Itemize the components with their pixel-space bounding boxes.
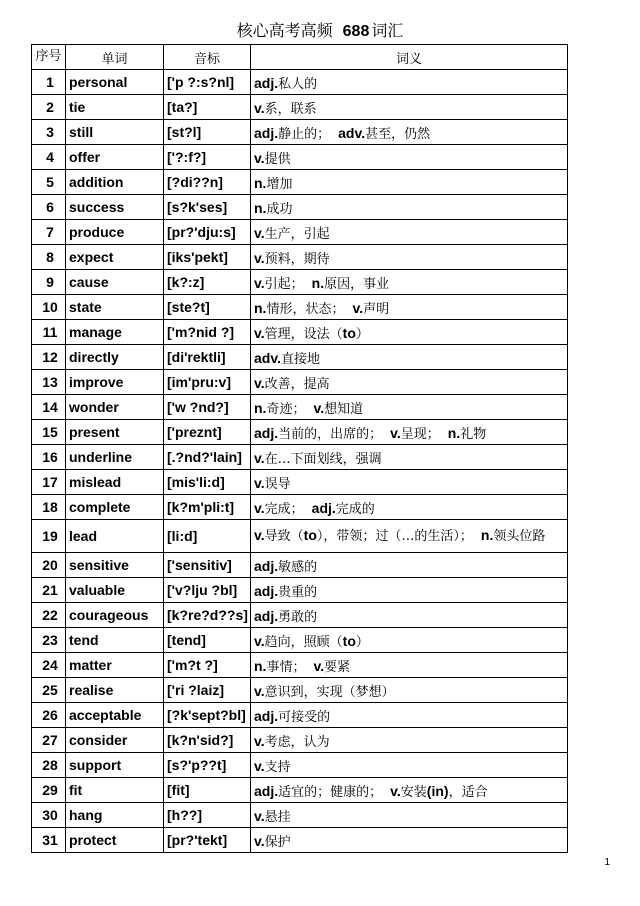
row-word: present xyxy=(66,420,164,445)
row-meaning xyxy=(251,678,568,703)
definition-text: 想知道 xyxy=(324,401,364,417)
row-seq: 12 xyxy=(32,345,66,370)
row-meaning xyxy=(251,578,568,603)
definition-text: 提供 xyxy=(264,151,291,167)
row-seq: 8 xyxy=(32,245,66,270)
row-meaning xyxy=(251,320,568,345)
table-row xyxy=(32,270,568,295)
table-row xyxy=(32,95,568,120)
title-prefix: 核心高考高频 xyxy=(236,21,333,40)
row-phonetic: ['?:f?] xyxy=(164,145,251,170)
table-row xyxy=(32,628,568,653)
row-phonetic: [k?re?d??s] xyxy=(164,603,251,628)
vocabulary-table xyxy=(31,44,568,853)
row-seq: 24 xyxy=(32,653,66,678)
row-word: addition xyxy=(66,170,164,195)
row-phonetic: [pr?'dju:s] xyxy=(164,220,251,245)
definition-text: 成功 xyxy=(266,201,293,217)
definition-text: 奇迹； xyxy=(266,401,306,417)
title-count: 688 xyxy=(342,23,370,40)
part-of-speech: v. xyxy=(254,149,265,166)
table-row xyxy=(32,420,568,445)
row-word: success xyxy=(66,195,164,220)
header-phonetic: 音标 xyxy=(164,45,251,70)
table-row xyxy=(32,703,568,728)
row-phonetic: ['p ?:s?nl] xyxy=(164,70,251,95)
table-row xyxy=(32,778,568,803)
table-row xyxy=(32,295,568,320)
row-seq: 26 xyxy=(32,703,66,728)
row-phonetic: [h??] xyxy=(164,803,251,828)
row-meaning xyxy=(251,120,568,145)
part-of-speech: n. xyxy=(254,174,267,191)
part-of-speech: adj. xyxy=(254,557,279,574)
table-row xyxy=(32,145,568,170)
definition-text: 完成的 xyxy=(335,501,375,517)
header-word: 单词 xyxy=(66,45,164,70)
row-word: support xyxy=(66,753,164,778)
row-seq: 25 xyxy=(32,678,66,703)
row-word: state xyxy=(66,295,164,320)
part-of-speech: adj. xyxy=(254,707,279,724)
row-phonetic: [mis'li:d] xyxy=(164,470,251,495)
row-phonetic: [?k'sept?bl] xyxy=(164,703,251,728)
definition-text: 事情； xyxy=(266,659,306,675)
part-of-speech: v. xyxy=(254,527,265,543)
part-of-speech: n. xyxy=(254,199,267,216)
table-row xyxy=(32,445,568,470)
row-word: sensitive xyxy=(66,553,164,578)
part-of-speech: n. xyxy=(254,299,267,316)
part-of-speech: adj. xyxy=(254,424,279,441)
row-word: matter xyxy=(66,653,164,678)
definition-text: 原因，事业 xyxy=(324,276,390,292)
header-meaning: 词义 xyxy=(251,45,568,70)
row-word: personal xyxy=(66,70,164,95)
definition-text: 声明 xyxy=(363,301,390,317)
row-word: offer xyxy=(66,145,164,170)
row-word: courageous xyxy=(66,603,164,628)
part-of-speech: adv. xyxy=(254,349,281,366)
part-of-speech: v. xyxy=(254,807,265,824)
part-of-speech: to xyxy=(342,632,356,649)
part-of-speech: n. xyxy=(311,274,325,291)
row-seq: 21 xyxy=(32,578,66,603)
definition-text: 预料，期待 xyxy=(264,251,330,267)
title-suffix: 词汇 xyxy=(371,21,404,40)
row-meaning xyxy=(251,370,568,395)
page-title xyxy=(0,20,640,43)
row-meaning xyxy=(251,828,568,853)
definition-text: 呈现； xyxy=(400,426,440,442)
part-of-speech: adj. xyxy=(254,74,279,91)
part-of-speech: n. xyxy=(480,527,494,543)
definition-text: ） xyxy=(355,634,369,650)
row-meaning xyxy=(251,728,568,753)
row-meaning xyxy=(251,445,568,470)
row-seq: 9 xyxy=(32,270,66,295)
part-of-speech: to xyxy=(342,324,356,341)
table-row xyxy=(32,495,568,520)
row-phonetic: [s?k'ses] xyxy=(164,195,251,220)
part-of-speech: v. xyxy=(254,224,265,241)
row-seq: 18 xyxy=(32,495,66,520)
row-meaning xyxy=(251,703,568,728)
table-row xyxy=(32,345,568,370)
row-word: still xyxy=(66,120,164,145)
row-word: wonder xyxy=(66,395,164,420)
definition-text: 适宜的；健康的； xyxy=(278,784,383,800)
table-row xyxy=(32,678,568,703)
definition-text: 安装 xyxy=(400,784,427,800)
row-seq: 27 xyxy=(32,728,66,753)
row-seq: 3 xyxy=(32,120,66,145)
row-phonetic: [ste?t] xyxy=(164,295,251,320)
table-row xyxy=(32,320,568,345)
row-seq: 4 xyxy=(32,145,66,170)
row-word: complete xyxy=(66,495,164,520)
row-phonetic: [s?'p??t] xyxy=(164,753,251,778)
table-row xyxy=(32,245,568,270)
definition-text: 误导 xyxy=(264,476,291,492)
definition-text: 领头位路 xyxy=(493,529,546,544)
row-word: underline xyxy=(66,445,164,470)
row-meaning xyxy=(251,145,568,170)
table-row xyxy=(32,170,568,195)
row-phonetic: ['v?lju ?bl] xyxy=(164,578,251,603)
row-seq: 22 xyxy=(32,603,66,628)
definition-text: 趋向，照顾（ xyxy=(264,634,343,650)
row-phonetic: [?di??n] xyxy=(164,170,251,195)
definition-text: 要紧 xyxy=(324,659,351,675)
row-seq: 31 xyxy=(32,828,66,853)
row-meaning xyxy=(251,778,568,803)
row-phonetic: [li:d] xyxy=(164,520,251,553)
part-of-speech: v. xyxy=(313,657,325,674)
part-of-speech: n. xyxy=(254,399,267,416)
row-seq: 19 xyxy=(32,520,66,553)
definition-text: 甚至，仍然 xyxy=(365,126,431,142)
row-phonetic: ['ri ?laiz] xyxy=(164,678,251,703)
row-meaning xyxy=(251,553,568,578)
part-of-speech: to xyxy=(303,527,317,543)
definition-text: 当前的，出席的； xyxy=(278,426,383,442)
row-seq: 23 xyxy=(32,628,66,653)
row-phonetic: [k?n'sid?] xyxy=(164,728,251,753)
row-phonetic: [pr?'tekt] xyxy=(164,828,251,853)
table-row xyxy=(32,195,568,220)
part-of-speech: adj. xyxy=(311,499,336,516)
row-word: protect xyxy=(66,828,164,853)
row-word: mislead xyxy=(66,470,164,495)
row-word: hang xyxy=(66,803,164,828)
definition-text: 系，联系 xyxy=(264,101,317,117)
definition-text: 导致（ xyxy=(264,529,304,544)
definition-text: 可接受的 xyxy=(278,709,331,725)
row-phonetic: ['m?t ?] xyxy=(164,653,251,678)
table-row xyxy=(32,828,568,853)
definition-text: 保护 xyxy=(264,834,291,850)
table-row xyxy=(32,220,568,245)
row-seq: 20 xyxy=(32,553,66,578)
part-of-speech: adj. xyxy=(254,782,279,799)
definition-text: 完成； xyxy=(264,501,304,517)
row-seq: 16 xyxy=(32,445,66,470)
row-phonetic: ['m?nid ?] xyxy=(164,320,251,345)
row-seq: 17 xyxy=(32,470,66,495)
part-of-speech: adv. xyxy=(338,124,366,141)
part-of-speech: v. xyxy=(254,757,265,774)
row-meaning xyxy=(251,170,568,195)
definition-text: 静止的； xyxy=(278,126,331,142)
row-meaning xyxy=(251,753,568,778)
row-phonetic: ['sensitiv] xyxy=(164,553,251,578)
part-of-speech: v. xyxy=(390,424,401,441)
definition-text: ，适合 xyxy=(448,784,488,800)
row-seq: 1 xyxy=(32,70,66,95)
part-of-speech: v. xyxy=(254,474,265,491)
row-meaning xyxy=(251,70,568,95)
table-row xyxy=(32,395,568,420)
row-phonetic: [iks'pekt] xyxy=(164,245,251,270)
part-of-speech: v. xyxy=(254,682,265,699)
row-phonetic: [fit] xyxy=(164,778,251,803)
table-row xyxy=(32,520,568,553)
part-of-speech: v. xyxy=(254,274,265,291)
row-word: produce xyxy=(66,220,164,245)
definition-text: 情形，状态； xyxy=(266,301,345,317)
row-word: directly xyxy=(66,345,164,370)
row-meaning xyxy=(251,345,568,370)
table-row xyxy=(32,603,568,628)
row-seq: 7 xyxy=(32,220,66,245)
part-of-speech: v. xyxy=(254,449,265,466)
definition-text: 意识到，实现（梦想） xyxy=(264,684,395,700)
part-of-speech: v. xyxy=(390,782,401,799)
row-phonetic: [k?m'pli:t] xyxy=(164,495,251,520)
row-seq: 2 xyxy=(32,95,66,120)
definition-text: 敏感的 xyxy=(278,559,318,575)
row-seq: 14 xyxy=(32,395,66,420)
row-meaning xyxy=(251,520,568,553)
row-meaning xyxy=(251,470,568,495)
row-word: consider xyxy=(66,728,164,753)
table-row xyxy=(32,728,568,753)
part-of-speech: v. xyxy=(254,99,265,116)
row-seq: 6 xyxy=(32,195,66,220)
definition-text: 支持 xyxy=(264,759,291,775)
part-of-speech: (in) xyxy=(426,782,449,799)
definition-text: 礼物 xyxy=(460,426,487,442)
row-phonetic: [im'pru:v] xyxy=(164,370,251,395)
part-of-speech: n. xyxy=(447,424,461,441)
row-seq: 13 xyxy=(32,370,66,395)
part-of-speech: n. xyxy=(254,657,267,674)
definition-text: ），带领；过（…的生活）； xyxy=(316,529,473,544)
table-row xyxy=(32,553,568,578)
row-word: realise xyxy=(66,678,164,703)
part-of-speech: v. xyxy=(254,632,265,649)
row-meaning xyxy=(251,395,568,420)
row-word: fit xyxy=(66,778,164,803)
definition-text: 生产，引起 xyxy=(264,226,330,242)
table-row xyxy=(32,653,568,678)
row-word: expect xyxy=(66,245,164,270)
row-word: lead xyxy=(66,520,164,553)
row-seq: 29 xyxy=(32,778,66,803)
definition-text: 引起； xyxy=(264,276,304,292)
table-row xyxy=(32,470,568,495)
part-of-speech: v. xyxy=(254,249,265,266)
part-of-speech: v. xyxy=(313,399,325,416)
table-row xyxy=(32,753,568,778)
page-number: 1 xyxy=(604,857,610,868)
row-phonetic: [tend] xyxy=(164,628,251,653)
part-of-speech: adj. xyxy=(254,124,279,141)
row-word: cause xyxy=(66,270,164,295)
part-of-speech: v. xyxy=(254,324,265,341)
row-seq: 15 xyxy=(32,420,66,445)
row-phonetic: [di'rektli] xyxy=(164,345,251,370)
part-of-speech: v. xyxy=(254,374,265,391)
row-meaning xyxy=(251,628,568,653)
row-word: acceptable xyxy=(66,703,164,728)
part-of-speech: v. xyxy=(254,732,265,749)
row-phonetic: [k?:z] xyxy=(164,270,251,295)
part-of-speech: v. xyxy=(352,299,364,316)
row-meaning xyxy=(251,195,568,220)
row-meaning xyxy=(251,803,568,828)
table-body xyxy=(32,70,568,853)
table-row xyxy=(32,70,568,95)
row-meaning xyxy=(251,220,568,245)
row-phonetic: ['w ?nd?] xyxy=(164,395,251,420)
definition-text: 私人的 xyxy=(278,76,318,92)
definition-text: 直接地 xyxy=(280,351,320,367)
part-of-speech: adj. xyxy=(254,582,279,599)
row-meaning xyxy=(251,653,568,678)
definition-text: 改善，提高 xyxy=(264,376,330,392)
table-row xyxy=(32,120,568,145)
part-of-speech: v. xyxy=(254,499,265,516)
definition-text: 贵重的 xyxy=(278,584,318,600)
row-phonetic: [ta?] xyxy=(164,95,251,120)
table-row xyxy=(32,803,568,828)
table-row xyxy=(32,578,568,603)
definition-text: 增加 xyxy=(266,176,293,192)
row-word: tend xyxy=(66,628,164,653)
row-meaning xyxy=(251,420,568,445)
definition-text: ） xyxy=(355,326,369,342)
row-phonetic: [.?nd?'lain] xyxy=(164,445,251,470)
table-row xyxy=(32,370,568,395)
row-phonetic: ['preznt] xyxy=(164,420,251,445)
row-meaning xyxy=(251,245,568,270)
row-meaning xyxy=(251,603,568,628)
row-word: manage xyxy=(66,320,164,345)
table-header-row xyxy=(32,45,568,70)
row-seq: 5 xyxy=(32,170,66,195)
header-seq: 序号 xyxy=(32,45,66,70)
row-seq: 28 xyxy=(32,753,66,778)
row-seq: 30 xyxy=(32,803,66,828)
row-seq: 10 xyxy=(32,295,66,320)
definition-text: 考虑，认为 xyxy=(264,734,330,750)
definition-text: 悬挂 xyxy=(264,809,291,825)
row-meaning xyxy=(251,495,568,520)
row-word: valuable xyxy=(66,578,164,603)
row-meaning xyxy=(251,95,568,120)
part-of-speech: v. xyxy=(254,832,265,849)
row-meaning xyxy=(251,270,568,295)
row-word: improve xyxy=(66,370,164,395)
part-of-speech: adj. xyxy=(254,607,279,624)
definition-text: 勇敢的 xyxy=(278,609,318,625)
definition-text: 管理，设法（ xyxy=(264,326,343,342)
row-word: tie xyxy=(66,95,164,120)
row-meaning xyxy=(251,295,568,320)
row-phonetic: [st?l] xyxy=(164,120,251,145)
definition-text: 在…下面划线，强调 xyxy=(264,451,382,467)
row-seq: 11 xyxy=(32,320,66,345)
